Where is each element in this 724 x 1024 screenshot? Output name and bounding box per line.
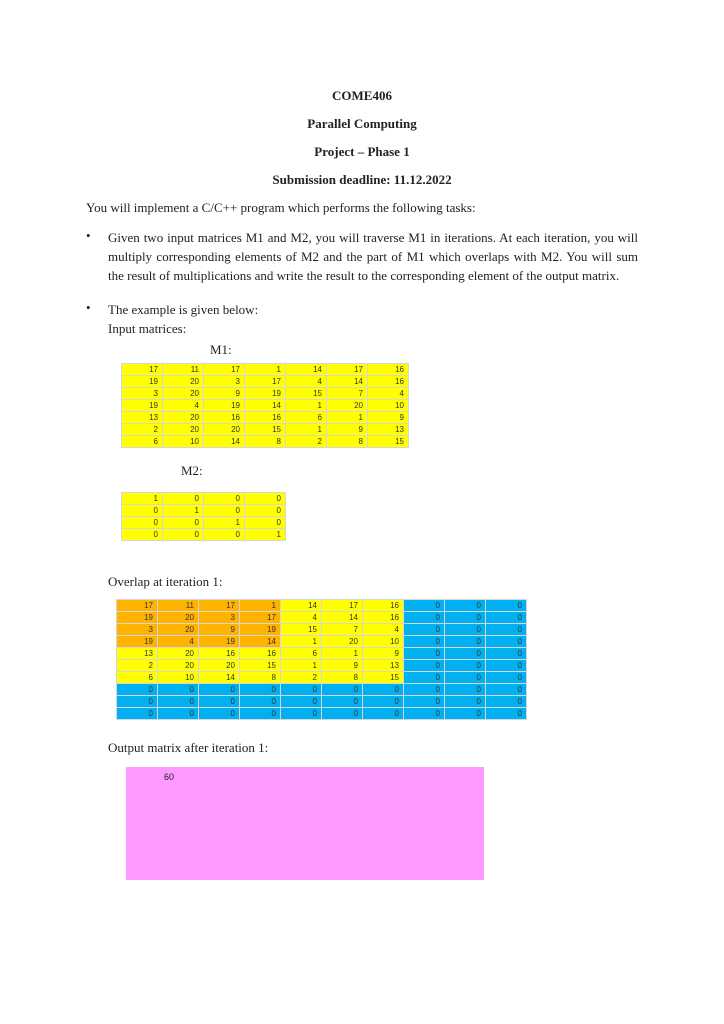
overlap-cell: 16 <box>363 612 404 624</box>
overlap-cell: 17 <box>322 600 363 612</box>
overlap-cell: 8 <box>240 672 281 684</box>
m1-cell: 10 <box>163 436 204 448</box>
m1-cell: 17 <box>327 364 368 376</box>
overlap-cell: 0 <box>322 708 363 720</box>
overlap-cell: 0 <box>158 684 199 696</box>
m2-row <box>122 529 286 541</box>
overlap-cell: 0 <box>363 684 404 696</box>
m1-matrix <box>121 363 409 448</box>
m1-cell: 3 <box>122 388 163 400</box>
overlap-cell: 1 <box>322 648 363 660</box>
overlap-row <box>117 648 527 660</box>
m1-cell: 14 <box>245 400 286 412</box>
m1-cell: 20 <box>163 376 204 388</box>
m1-row <box>122 400 409 412</box>
overlap-cell: 8 <box>322 672 363 684</box>
overlap-cell: 16 <box>240 648 281 660</box>
overlap-cell: 0 <box>486 600 527 612</box>
overlap-cell: 16 <box>363 600 404 612</box>
project-title: Project – Phase 1 <box>314 144 410 159</box>
m1-cell: 9 <box>368 412 409 424</box>
m1-cell: 1 <box>327 412 368 424</box>
overlap-cell: 15 <box>281 624 322 636</box>
m1-cell: 16 <box>245 412 286 424</box>
overlap-cell: 0 <box>445 600 486 612</box>
overlap-cell: 9 <box>363 648 404 660</box>
m1-cell: 19 <box>122 400 163 412</box>
overlap-row <box>117 708 527 720</box>
m2-cell: 0 <box>204 529 245 541</box>
overlap-cell: 19 <box>117 636 158 648</box>
overlap-cell: 0 <box>486 636 527 648</box>
m1-row <box>122 364 409 376</box>
m1-cell: 20 <box>204 424 245 436</box>
overlap-cell: 3 <box>199 612 240 624</box>
task-description: Given two input matrices M1 and M2, you will traverse M1 in iterations. At each iteration, you will multiply corresponding elements of M2 and the part of M1 which overlaps with M2. You will sum the result of multiplications and write the result to the corresponding element of the output matrix. <box>108 230 638 283</box>
m2-cell: 1 <box>245 529 286 541</box>
m2-cell: 1 <box>163 505 204 517</box>
overlap-cell: 0 <box>445 672 486 684</box>
overlap-cell: 0 <box>486 624 527 636</box>
m1-cell: 4 <box>163 400 204 412</box>
overlap-cell: 20 <box>158 648 199 660</box>
overlap-row <box>117 672 527 684</box>
deadline: Submission deadline: 11.12.2022 <box>272 172 452 187</box>
m1-cell: 13 <box>368 424 409 436</box>
m1-cell: 17 <box>204 364 245 376</box>
m2-cell: 0 <box>204 493 245 505</box>
overlap-cell: 0 <box>404 660 445 672</box>
m1-cell: 15 <box>368 436 409 448</box>
overlap-cell: 0 <box>117 708 158 720</box>
bullet-icon: • <box>86 300 91 315</box>
overlap-cell: 0 <box>322 684 363 696</box>
overlap-cell: 1 <box>281 660 322 672</box>
m1-row <box>122 376 409 388</box>
overlap-cell: 14 <box>322 612 363 624</box>
m1-cell: 7 <box>327 388 368 400</box>
overlap-cell: 0 <box>117 696 158 708</box>
overlap-cell: 6 <box>117 672 158 684</box>
output-label: Output matrix after iteration 1: <box>108 740 269 755</box>
m2-cell: 0 <box>245 517 286 529</box>
overlap-cell: 0 <box>240 708 281 720</box>
overlap-cell: 0 <box>240 684 281 696</box>
course-title: Parallel Computing <box>307 116 417 131</box>
m1-cell: 1 <box>286 400 327 412</box>
bullet-icon: • <box>86 228 91 243</box>
m2-cell: 1 <box>122 493 163 505</box>
overlap-cell: 0 <box>158 708 199 720</box>
overlap-cell: 0 <box>445 696 486 708</box>
m2-cell: 0 <box>204 505 245 517</box>
overlap-cell: 0 <box>404 672 445 684</box>
overlap-cell: 19 <box>240 624 281 636</box>
overlap-cell: 15 <box>363 672 404 684</box>
overlap-cell: 20 <box>158 612 199 624</box>
overlap-cell: 0 <box>158 696 199 708</box>
m1-cell: 15 <box>245 424 286 436</box>
overlap-cell: 0 <box>404 696 445 708</box>
m1-cell: 6 <box>286 412 327 424</box>
overlap-cell: 0 <box>445 708 486 720</box>
m1-cell: 15 <box>286 388 327 400</box>
m2-row <box>122 517 286 529</box>
m1-cell: 17 <box>245 376 286 388</box>
m1-cell: 19 <box>245 388 286 400</box>
overlap-cell: 0 <box>281 696 322 708</box>
m1-cell: 9 <box>204 388 245 400</box>
m1-row <box>122 412 409 424</box>
overlap-cell: 0 <box>404 648 445 660</box>
m1-cell: 8 <box>245 436 286 448</box>
overlap-cell: 9 <box>322 660 363 672</box>
m1-cell: 14 <box>286 364 327 376</box>
overlap-cell: 0 <box>404 708 445 720</box>
overlap-cell: 0 <box>486 684 527 696</box>
overlap-cell: 13 <box>117 648 158 660</box>
example-intro: The example is given below: <box>108 302 259 317</box>
overlap-row <box>117 624 527 636</box>
overlap-cell: 2 <box>281 672 322 684</box>
m1-cell: 6 <box>122 436 163 448</box>
m1-cell: 20 <box>163 424 204 436</box>
overlap-cell: 2 <box>117 660 158 672</box>
m1-row <box>122 388 409 400</box>
m1-cell: 8 <box>327 436 368 448</box>
m2-cell: 0 <box>245 493 286 505</box>
m2-matrix <box>121 492 286 541</box>
overlap-cell: 4 <box>363 624 404 636</box>
m2-cell: 0 <box>122 529 163 541</box>
m1-cell: 2 <box>122 424 163 436</box>
overlap-cell: 9 <box>199 624 240 636</box>
overlap-cell: 0 <box>404 600 445 612</box>
overlap-cell: 17 <box>240 612 281 624</box>
overlap-cell: 7 <box>322 624 363 636</box>
m1-cell: 10 <box>368 400 409 412</box>
m1-cell: 20 <box>163 412 204 424</box>
overlap-cell: 0 <box>445 612 486 624</box>
overlap-cell: 0 <box>199 696 240 708</box>
output-matrix <box>126 767 484 880</box>
overlap-cell: 0 <box>486 672 527 684</box>
m1-cell: 13 <box>122 412 163 424</box>
overlap-matrix <box>116 599 527 720</box>
overlap-cell: 20 <box>158 624 199 636</box>
overlap-cell: 19 <box>199 636 240 648</box>
overlap-cell: 0 <box>404 636 445 648</box>
m1-cell: 17 <box>122 364 163 376</box>
m2-cell: 0 <box>163 529 204 541</box>
m2-row <box>122 493 286 505</box>
m1-cell: 20 <box>163 388 204 400</box>
overlap-cell: 15 <box>240 660 281 672</box>
m1-table <box>121 363 409 448</box>
overlap-cell: 0 <box>404 684 445 696</box>
overlap-cell: 0 <box>486 648 527 660</box>
m1-row <box>122 424 409 436</box>
overlap-row <box>117 636 527 648</box>
overlap-cell: 0 <box>486 612 527 624</box>
m2-label: M2: <box>181 463 203 478</box>
m1-cell: 16 <box>368 376 409 388</box>
m2-cell: 0 <box>122 517 163 529</box>
m1-row <box>122 436 409 448</box>
overlap-cell: 20 <box>322 636 363 648</box>
overlap-row <box>117 660 527 672</box>
overlap-cell: 0 <box>117 684 158 696</box>
intro-text: You will implement a C/C++ program which performs the following tasks: <box>86 200 476 215</box>
m1-cell: 1 <box>286 424 327 436</box>
input-matrices-label: Input matrices: <box>108 321 187 336</box>
m1-cell: 1 <box>245 364 286 376</box>
m1-cell: 2 <box>286 436 327 448</box>
overlap-label: Overlap at iteration 1: <box>108 574 223 589</box>
overlap-cell: 0 <box>240 696 281 708</box>
overlap-cell: 3 <box>117 624 158 636</box>
m1-cell: 3 <box>204 376 245 388</box>
m2-table <box>121 492 286 541</box>
overlap-cell: 0 <box>404 624 445 636</box>
overlap-cell: 19 <box>117 612 158 624</box>
overlap-cell: 1 <box>240 600 281 612</box>
overlap-table <box>116 599 527 720</box>
overlap-cell: 17 <box>117 600 158 612</box>
overlap-cell: 0 <box>445 624 486 636</box>
overlap-cell: 14 <box>281 600 322 612</box>
overlap-cell: 10 <box>363 636 404 648</box>
overlap-cell: 0 <box>199 708 240 720</box>
overlap-cell: 4 <box>158 636 199 648</box>
m1-cell: 4 <box>368 388 409 400</box>
overlap-cell: 0 <box>363 696 404 708</box>
overlap-cell: 0 <box>486 708 527 720</box>
m1-cell: 20 <box>327 400 368 412</box>
m1-cell: 14 <box>327 376 368 388</box>
course-code: COME406 <box>332 88 392 103</box>
m2-cell: 1 <box>204 517 245 529</box>
overlap-cell: 0 <box>445 636 486 648</box>
overlap-row <box>117 600 527 612</box>
m1-cell: 14 <box>204 436 245 448</box>
overlap-cell: 0 <box>445 648 486 660</box>
overlap-cell: 0 <box>404 612 445 624</box>
overlap-cell: 0 <box>199 684 240 696</box>
overlap-cell: 1 <box>281 636 322 648</box>
overlap-cell: 0 <box>445 660 486 672</box>
overlap-cell: 13 <box>363 660 404 672</box>
overlap-cell: 4 <box>281 612 322 624</box>
m2-cell: 0 <box>163 517 204 529</box>
m1-label: M1: <box>210 342 232 357</box>
overlap-cell: 11 <box>158 600 199 612</box>
m1-cell: 11 <box>163 364 204 376</box>
overlap-cell: 0 <box>486 660 527 672</box>
overlap-cell: 20 <box>158 660 199 672</box>
overlap-row <box>117 612 527 624</box>
overlap-row <box>117 684 527 696</box>
m1-cell: 19 <box>204 400 245 412</box>
m2-cell: 0 <box>245 505 286 517</box>
m1-cell: 16 <box>204 412 245 424</box>
m2-row <box>122 505 286 517</box>
overlap-cell: 17 <box>199 600 240 612</box>
overlap-cell: 14 <box>199 672 240 684</box>
overlap-cell: 0 <box>281 684 322 696</box>
overlap-cell: 16 <box>199 648 240 660</box>
overlap-cell: 0 <box>281 708 322 720</box>
overlap-cell: 10 <box>158 672 199 684</box>
output-cell-value: 60 <box>164 772 175 782</box>
m1-cell: 4 <box>286 376 327 388</box>
overlap-cell: 0 <box>322 696 363 708</box>
overlap-cell: 0 <box>445 684 486 696</box>
m1-cell: 9 <box>327 424 368 436</box>
overlap-cell: 6 <box>281 648 322 660</box>
overlap-cell: 0 <box>486 696 527 708</box>
m2-cell: 0 <box>122 505 163 517</box>
overlap-row <box>117 696 527 708</box>
m1-cell: 19 <box>122 376 163 388</box>
overlap-cell: 0 <box>363 708 404 720</box>
m1-cell: 16 <box>368 364 409 376</box>
overlap-cell: 14 <box>240 636 281 648</box>
m2-cell: 0 <box>163 493 204 505</box>
overlap-cell: 20 <box>199 660 240 672</box>
